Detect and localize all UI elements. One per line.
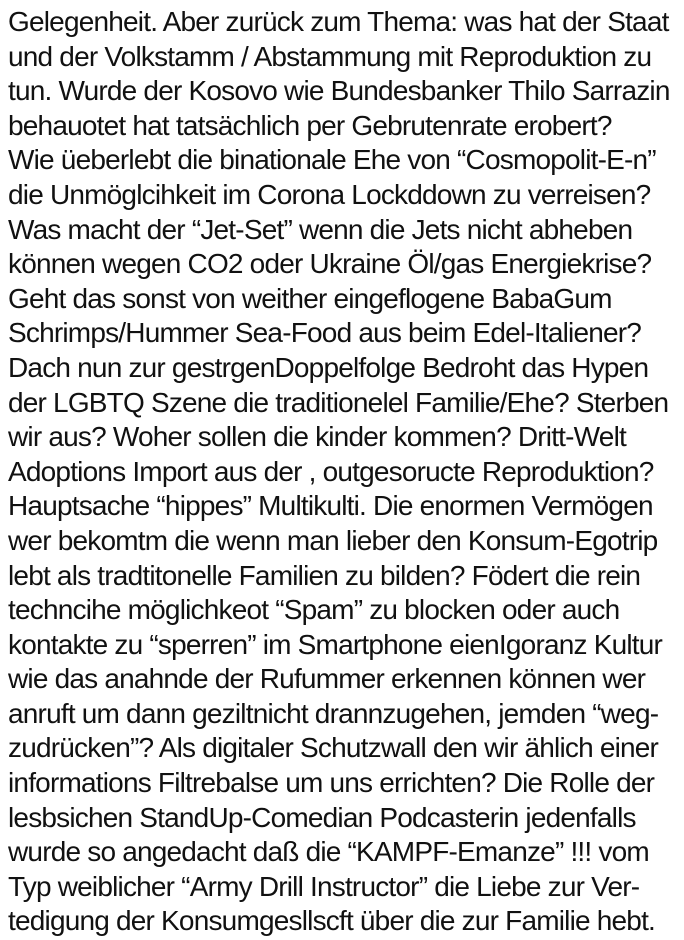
text-line: techncihe möglichkeot “Spam” zu blocken oder auch: [8, 594, 620, 626]
text-line: die Unmöglcihkeit im Corona Lockddown zu verreisen?: [8, 178, 651, 210]
text-line: lebt als tradtitonelle Familien zu bilden? Födert die rein: [8, 559, 641, 591]
text-line: Typ weiblicher “Army Drill Instructor” die Liebe zur Ver-: [8, 870, 640, 902]
text-line: behauotet hat tatsächlich per Gebrutenrate erobert?: [8, 109, 612, 141]
text-line: zudrücken”? Als digitaler Schutzwall den wir ählich einer: [8, 732, 659, 764]
text-line: der LGBTQ Szene die traditionelel Familie/Ehe? Sterben: [8, 386, 669, 418]
text-line: können wegen CO2 oder Ukraine Öl/gas Energiekrise?: [8, 248, 652, 280]
text-line: Geht das sonst von weither eingeflogene BabaGum: [8, 282, 612, 314]
text-line: Gelegenheit. Aber zurück zum Thema: was hat der Staat: [8, 6, 669, 37]
text-line: Adoptions Import aus der , outgesoructe Reproduktion?: [8, 455, 654, 487]
text-line: tun. Wurde der Kosovo wie Bundesbanker Thilo Sarrazin: [8, 75, 670, 107]
text-line: Was macht der “Jet-Set” wenn die Jets nicht abheben: [8, 213, 633, 245]
text-line: Schrimps/Hummer Sea-Food aus beim Edel-Italiener?: [8, 317, 642, 349]
text-line: tedigung der Konsumgesllscft über die zur Familie hebt.: [8, 905, 656, 937]
text-line: anruft um dann geziltnicht drannzugehen, jemden “weg-: [8, 697, 659, 729]
text-line: wer bekomtm die wenn man lieber den Konsum-Egotrip: [8, 524, 658, 556]
text-line: Wie üeberlebt die binationale Ehe von “Cosmopolit-E-n”: [8, 144, 656, 176]
text-line: wurde so angedacht daß die “KAMPF-Emanze” !!! vom: [8, 836, 649, 868]
text-line: lesbsichen StandUp-Comedian Podcasterin jedenfalls: [8, 801, 636, 833]
text-line: kontakte zu “sperren” im Smartphone eienIgoranz Kultur: [8, 628, 663, 660]
text-line: wie das anahnde der Rufummer erkennen können wer: [8, 663, 646, 695]
text-line: und der Volkstamm / Abstammung mit Reproduktion zu: [8, 40, 652, 72]
text-line: informations Filtrebalse um uns errichten? Die Rolle der: [8, 767, 655, 799]
text-line: Dach nun zur gestrgenDoppelfolge Bedroht das Hypen: [8, 351, 649, 383]
text-block: [8, 5, 680, 939]
text-line: Hauptsache “hippes” Multikulti. Die enormen Vermögen: [8, 490, 653, 522]
text-line: wir aus? Woher sollen die kinder kommen? Dritt-Welt: [8, 421, 626, 453]
